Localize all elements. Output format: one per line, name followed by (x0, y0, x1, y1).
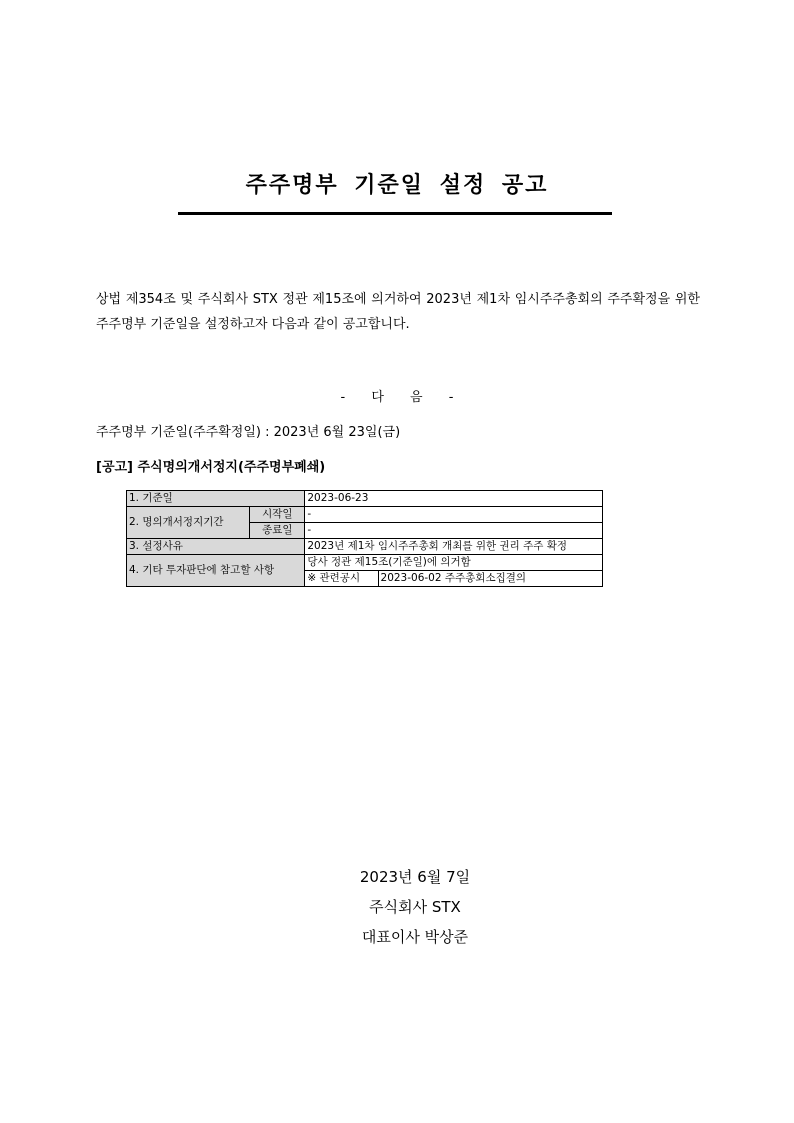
intro-paragraph: 상법 제354조 및 주식회사 STX 정관 제15조에 의거하여 2023년 제1차 임시주주총회의 주주확정을 위한 주주명부 기준일을 설정하고자 다음과 같이 공고합니다. (96, 292, 700, 332)
ceo-name: 대표이사 박상준 (361, 928, 469, 946)
reason-value: 2023년 제1차 임시주주총회 개최를 위한 권리 주주 확정 (305, 539, 603, 555)
section-divider-label: - 다 음 - (340, 390, 454, 405)
start-date-value: - (305, 507, 603, 523)
other-info-value: 당사 정관 제15조(기준일)에 의거함 (305, 555, 603, 571)
record-date-line: 주주명부 기준일(주주확정일) : 2023년 6월 23일(금) (96, 425, 401, 440)
table-row (127, 555, 603, 571)
page-title: 주주명부 기준일 설정 공고 (245, 173, 549, 198)
notice-info-table (126, 490, 603, 587)
related-disclosure-label: ※ 관련공시 (305, 571, 378, 587)
record-date-value: 2023-06-23 (305, 491, 603, 507)
reason-label: 3. 설정사유 (127, 539, 305, 555)
table-row (127, 507, 603, 523)
company-name: 주식회사 STX (369, 898, 461, 916)
end-date-label: 종료일 (250, 523, 305, 539)
notice-heading: [공고] 주식명의개서정지(주주명부폐쇄) (96, 460, 326, 475)
other-info-label: 4. 기타 투자판단에 참고할 사항 (127, 555, 305, 587)
announcement-date: 2023년 6월 7일 (359, 868, 471, 886)
record-date-label: 1. 기준일 (127, 491, 305, 507)
related-disclosure-value: 2023-06-02 주주총회소집결의 (378, 571, 602, 587)
suspension-period-label: 2. 명의개서정지기간 (127, 507, 250, 539)
start-date-label: 시작일 (250, 507, 305, 523)
end-date-value: - (305, 523, 603, 539)
table-row (127, 491, 603, 507)
table-row (127, 539, 603, 555)
title-underline (178, 212, 612, 215)
